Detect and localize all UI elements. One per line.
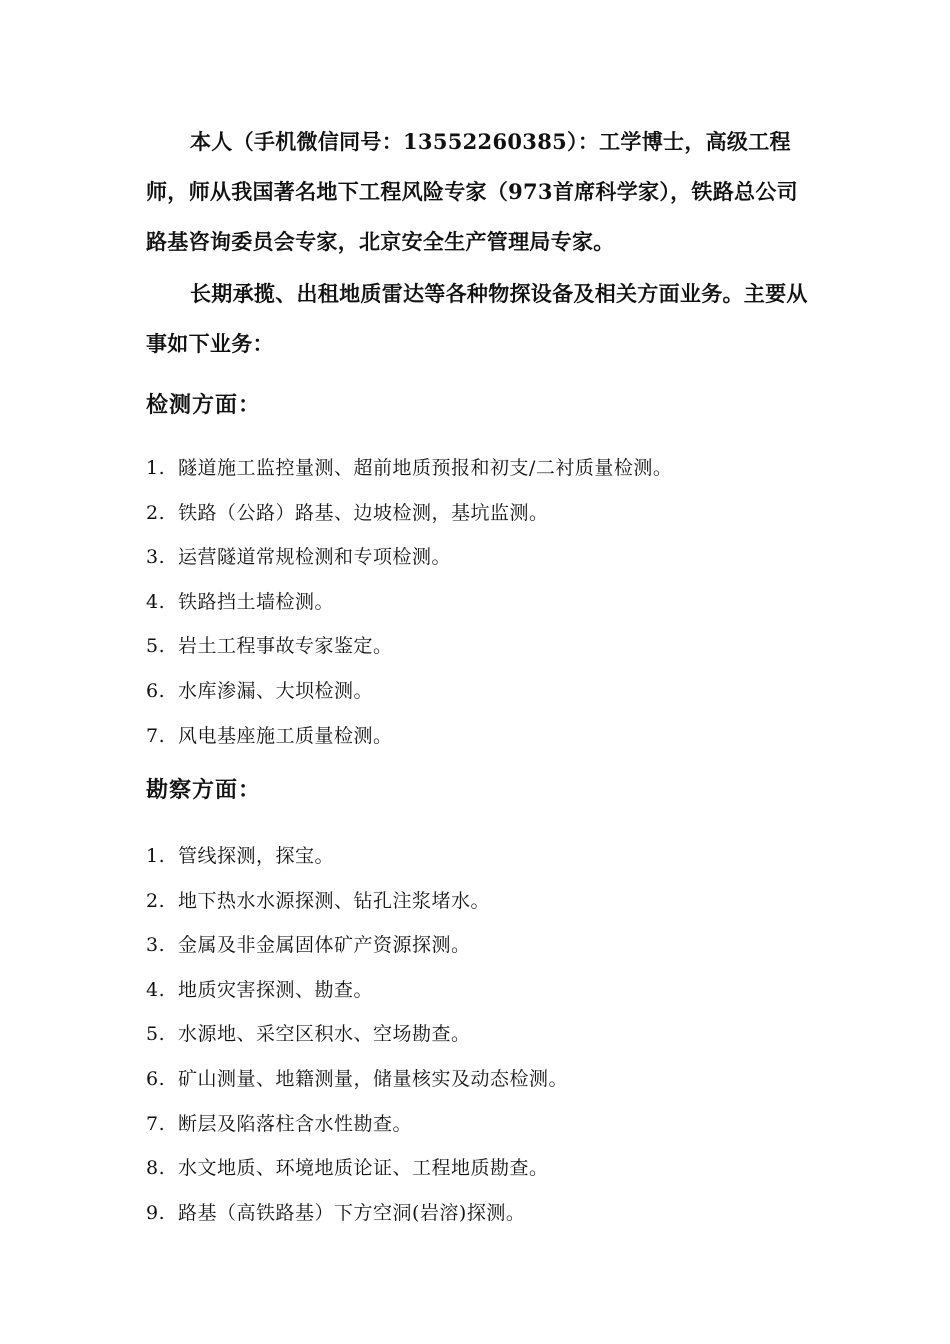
detection-list [146,454,826,766]
list-item [146,632,826,677]
list-item [146,842,826,887]
item-text: 隧道施工监控量测、超前地质预报和初支/二衬质量检测。 [178,457,673,479]
item-number: 1. [146,457,166,479]
item-text: 管线探测，探宝。 [178,845,335,867]
list-item [146,887,826,932]
item-text: 水文地质、环境地质论证、工程地质勘查。 [178,1157,549,1180]
survey-list [146,842,826,1243]
list-item [146,1110,826,1155]
item-number: 8. [146,1157,166,1180]
list-item [146,588,826,633]
intro-paragraph: 本人（手机微信同号：13552260385）：工学博士，高级工程师，师从我国著名地下工程风险专家（973首席科学家），铁路总公司路基咨询委员会专家，北京安全生产管理局专家。 [146,129,798,254]
item-text: 矿山测量、地籍测量，储量核实及动态检测。 [178,1067,569,1090]
item-text: 风电基座施工质量检测。 [178,724,393,747]
item-text: 地质灾害探测、勘查。 [178,978,374,1001]
item-text: 铁路（公路）路基、边坡检测，基坑监测。 [178,501,549,524]
item-number: 6. [146,679,166,702]
list-item [146,931,826,976]
list-item [146,499,826,544]
list-item [146,543,826,588]
item-text: 运营隧道常规检测和专项检测。 [178,546,452,569]
item-number: 5. [146,635,166,658]
item-number: 1. [146,845,166,867]
item-number: 3. [146,934,166,957]
item-number: 9. [146,1201,166,1224]
item-text: 断层及陷落柱含水性勘查。 [178,1112,413,1135]
item-text: 路基（高铁路基）下方空洞(岩溶)探测。 [178,1201,526,1224]
item-number: 2. [146,501,166,524]
item-number: 4. [146,978,166,1001]
list-item [146,1065,826,1110]
item-number: 6. [146,1067,166,1090]
item-text: 金属及非金属固体矿产资源探测。 [178,934,471,957]
item-number: 5. [146,1023,166,1046]
item-number: 2. [146,889,166,912]
item-number: 7. [146,724,166,747]
item-number: 3. [146,546,166,569]
list-item [146,1199,826,1244]
list-item [146,454,826,499]
list-item [146,976,826,1021]
scope-paragraph: 长期承揽、出租地质雷达等各种物探设备及相关方面业务。主要从事如下业务： [146,281,808,356]
item-text: 水库渗漏、大坝检测。 [178,679,374,702]
list-item [146,1020,826,1065]
survey-heading: 勘察方面： [146,777,262,803]
item-text: 岩土工程事故专家鉴定。 [178,635,393,658]
list-item [146,1154,826,1199]
list-item [146,722,826,767]
item-text: 水源地、采空区积水、空场勘查。 [178,1023,471,1046]
list-item [146,677,826,722]
item-number: 7. [146,1112,166,1135]
item-text: 铁路挡土墙检测。 [178,590,335,613]
item-text: 地下热水水源探测、钻孔注浆堵水。 [178,889,491,912]
item-number: 4. [146,590,166,613]
detection-heading: 检测方面： [146,392,262,418]
